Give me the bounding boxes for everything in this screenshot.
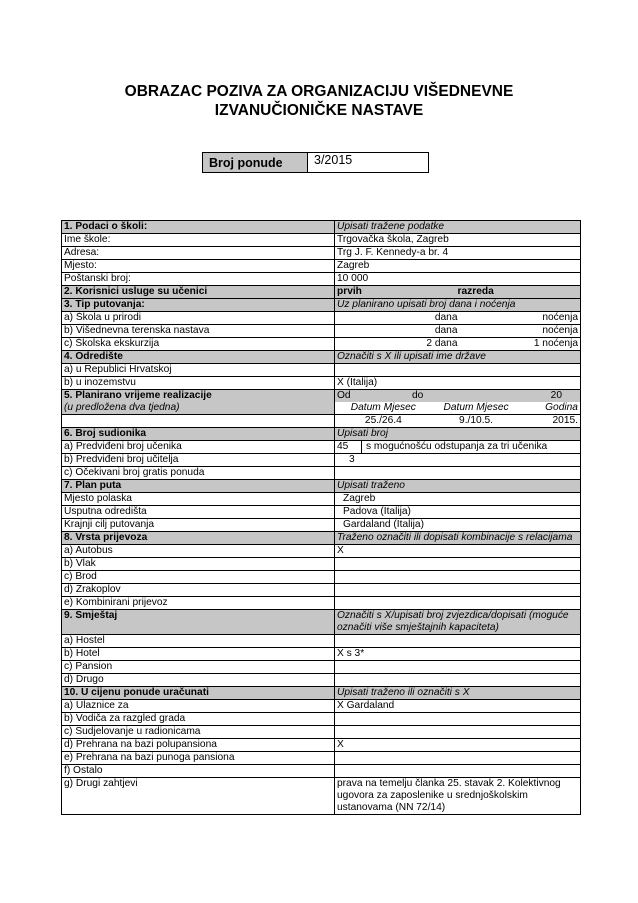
field-value bbox=[335, 674, 581, 687]
section-participants bbox=[62, 428, 581, 441]
days-nights-cell bbox=[335, 338, 581, 351]
from-label: Od bbox=[337, 390, 351, 401]
table-row bbox=[62, 752, 581, 765]
field-label: Usputna odredišta bbox=[62, 506, 335, 519]
section-instruction: Uz planirano upisati broj dana i noćenja bbox=[335, 299, 581, 312]
section-price-includes bbox=[62, 687, 581, 700]
field-value bbox=[335, 571, 581, 584]
field-value bbox=[335, 584, 581, 597]
section-label: 4. Odredište bbox=[62, 351, 335, 364]
section-instruction: Upisati traženo bbox=[335, 480, 581, 493]
abroad-value: X (Italija) bbox=[335, 377, 581, 390]
field-value bbox=[335, 467, 581, 480]
field-label: Ime škole: bbox=[62, 234, 335, 247]
section-instruction: Upisati broj bbox=[335, 428, 581, 441]
table-row bbox=[62, 558, 581, 571]
field-value bbox=[335, 713, 581, 726]
table-row bbox=[62, 765, 581, 778]
table-row bbox=[62, 467, 581, 480]
field-label: c) Pansion bbox=[62, 661, 335, 674]
field-value bbox=[335, 765, 581, 778]
field-label: d) Drugo bbox=[62, 674, 335, 687]
students-note: s mogućnošću odstupanja za tri učenika bbox=[366, 441, 548, 452]
section-label: 8. Vrsta prijevoza bbox=[62, 532, 335, 545]
section-trip-type bbox=[62, 299, 581, 312]
field-label: d) Prehrana na bazi polupansiona bbox=[62, 739, 335, 752]
year-value: 2015. bbox=[552, 415, 578, 426]
from-date-value: 25./26.4 bbox=[364, 415, 402, 426]
schedule-header-cell bbox=[335, 390, 581, 415]
table-row bbox=[62, 584, 581, 597]
table-row bbox=[62, 700, 581, 713]
table-row bbox=[62, 441, 581, 454]
section-label bbox=[62, 390, 335, 415]
table-row bbox=[62, 648, 581, 661]
table-row bbox=[62, 364, 581, 377]
field-label: c) Školska ekskurzija bbox=[62, 338, 335, 351]
schedule-values-cell bbox=[335, 415, 581, 428]
field-label: Poštanski broj: bbox=[62, 273, 335, 286]
table-row bbox=[62, 273, 581, 286]
days-nights-cell bbox=[335, 312, 581, 325]
waypoint-value: Padova (Italija) bbox=[335, 506, 581, 519]
table-row bbox=[62, 247, 581, 260]
teachers-count: 3 bbox=[335, 454, 581, 467]
students-count: 45 bbox=[337, 441, 362, 453]
bus-value: X bbox=[335, 545, 581, 558]
field-value bbox=[335, 364, 581, 377]
section-accommodation bbox=[62, 610, 581, 635]
table-row bbox=[62, 234, 581, 247]
table-row bbox=[62, 571, 581, 584]
schedule-values-row bbox=[62, 415, 581, 428]
title-line-1: OBRAZAC POZIVA ZA ORGANIZACIJU VIŠEDNEVNE bbox=[124, 83, 514, 100]
field-label: a) Ulaznice za bbox=[62, 700, 335, 713]
section-instruction: Označiti s X/upisati broj zvjezdica/dopisati (moguće označiti više smještajnih kapaciteta) bbox=[335, 610, 581, 635]
field-label: Krajnji cilj putovanja bbox=[62, 519, 335, 532]
title-line-2: IZVANUČIONIČKE NASTAVE bbox=[214, 102, 424, 119]
field-label: b) Vodiča za razgled grada bbox=[62, 713, 335, 726]
field-label: b) Predviđeni broj učitelja bbox=[62, 454, 335, 467]
section-label: 2. Korisnici usluge su učenici bbox=[62, 286, 335, 299]
table-row bbox=[62, 519, 581, 532]
table-row bbox=[62, 545, 581, 558]
field-value bbox=[335, 726, 581, 739]
section-label: 10. U cijenu ponude uračunati bbox=[62, 687, 335, 700]
section-schedule bbox=[62, 390, 581, 415]
offer-number-value: 3/2015 bbox=[308, 153, 429, 173]
section-instruction: Označiti s X ili upisati ime države bbox=[335, 351, 581, 364]
field-label: b) Hotel bbox=[62, 648, 335, 661]
field-label: a) u Republici Hrvatskoj bbox=[62, 364, 335, 377]
field-label: d) Zrakoplov bbox=[62, 584, 335, 597]
section-instruction: Upisati traženo ili označiti s X bbox=[335, 687, 581, 700]
section-label: 9. Smještaj bbox=[62, 610, 335, 635]
table-row bbox=[62, 377, 581, 390]
table-row bbox=[62, 506, 581, 519]
section-label: 7. Plan puta bbox=[62, 480, 335, 493]
table-row bbox=[62, 338, 581, 351]
days-nights-cell bbox=[335, 325, 581, 338]
year-label: Godina bbox=[545, 402, 578, 413]
postal-code-value: 10 000 bbox=[335, 273, 581, 286]
tickets-value: X Gardaland bbox=[335, 700, 581, 713]
field-label: a) Škola u prirodi bbox=[62, 312, 335, 325]
date-month-label: Datum Mjesec bbox=[443, 402, 509, 413]
section-destination bbox=[62, 351, 581, 364]
grade-prefix: prvih bbox=[337, 286, 362, 297]
field-label: c) Sudjelovanje u radionicama bbox=[62, 726, 335, 739]
days-value: 2 dana bbox=[426, 338, 458, 349]
field-label: c) Očekivani broj gratis ponuda bbox=[62, 467, 335, 480]
students-cell bbox=[335, 441, 581, 454]
field-label: b) u inozemstvu bbox=[62, 377, 335, 390]
section-school-info bbox=[62, 221, 581, 234]
other-requests-value: prava na temelju članka 25. stavak 2. Kolektivnog ugovora za zaposlenike u srednjoškolskim ustanovama (NN 72/14) bbox=[335, 778, 581, 815]
address-value: Trg J. F. Kennedy-a br. 4 bbox=[335, 247, 581, 260]
table-row bbox=[62, 454, 581, 467]
offer-number-label: Broj ponude bbox=[203, 153, 308, 173]
field-label: b) Višednevna terenska nastava bbox=[62, 325, 335, 338]
table-row bbox=[62, 597, 581, 610]
table-row bbox=[62, 661, 581, 674]
section-users bbox=[62, 286, 581, 299]
year-prefix: 20 bbox=[550, 390, 562, 401]
field-label: Mjesto polaska bbox=[62, 493, 335, 506]
nights-value: 1 noćenja bbox=[533, 338, 578, 349]
section-label: 3. Tip putovanja: bbox=[62, 299, 335, 312]
to-date-value: 9./10.5. bbox=[459, 415, 494, 426]
field-value bbox=[335, 597, 581, 610]
days-value: dana bbox=[434, 325, 458, 336]
field-label: b) Vlak bbox=[62, 558, 335, 571]
offer-number-box bbox=[202, 152, 429, 173]
field-label: e) Prehrana na bazi punoga pansiona bbox=[62, 752, 335, 765]
to-label: do bbox=[412, 390, 424, 401]
field-label: g) Drugi zahtjevi bbox=[62, 778, 335, 815]
field-label: e) Kombinirani prijevoz bbox=[62, 597, 335, 610]
section-instruction: Traženo označiti ili dopisati kombinacije s relacijama bbox=[335, 532, 581, 545]
nights-value: noćenja bbox=[542, 325, 578, 336]
departure-value: Zagreb bbox=[335, 493, 581, 506]
table-row bbox=[62, 674, 581, 687]
city-value: Zagreb bbox=[335, 260, 581, 273]
table-row bbox=[62, 493, 581, 506]
form-table bbox=[61, 220, 581, 815]
document-title bbox=[0, 82, 638, 120]
school-name-value: Trgovačka škola, Zagreb bbox=[335, 234, 581, 247]
table-row bbox=[62, 635, 581, 648]
field-label: f) Ostalo bbox=[62, 765, 335, 778]
section-itinerary bbox=[62, 480, 581, 493]
section-label: 1. Podaci o školi: bbox=[62, 221, 335, 234]
table-row bbox=[62, 312, 581, 325]
half-board-value: X bbox=[335, 739, 581, 752]
section-label: 6. Broj sudionika bbox=[62, 428, 335, 441]
section-transport bbox=[62, 532, 581, 545]
field-label: Adresa: bbox=[62, 247, 335, 260]
field-label: c) Brod bbox=[62, 571, 335, 584]
schedule-title: 5. Planirano vrijeme realizacije bbox=[64, 390, 212, 401]
table-row bbox=[62, 325, 581, 338]
grade-cell bbox=[335, 286, 581, 299]
date-month-label: Datum Mjesec bbox=[350, 402, 416, 413]
schedule-note: (u predložena dva tjedna) bbox=[64, 402, 180, 413]
empty-cell bbox=[62, 415, 335, 428]
hotel-value: X s 3* bbox=[335, 648, 581, 661]
table-row bbox=[62, 713, 581, 726]
field-label: a) Autobus bbox=[62, 545, 335, 558]
table-row bbox=[62, 260, 581, 273]
field-value bbox=[335, 661, 581, 674]
section-instruction: Upisati tražene podatke bbox=[335, 221, 581, 234]
field-label: Mjesto: bbox=[62, 260, 335, 273]
field-value bbox=[335, 752, 581, 765]
days-value: dana bbox=[434, 312, 458, 323]
grade-suffix: razreda bbox=[457, 286, 494, 297]
table-row bbox=[62, 739, 581, 752]
field-value bbox=[335, 558, 581, 571]
field-value bbox=[335, 635, 581, 648]
field-label: a) Hostel bbox=[62, 635, 335, 648]
table-row bbox=[62, 726, 581, 739]
table-row bbox=[62, 778, 581, 815]
nights-value: noćenja bbox=[542, 312, 578, 323]
field-label: a) Predviđeni broj učenika bbox=[62, 441, 335, 454]
final-destination-value: Gardaland (Italija) bbox=[335, 519, 581, 532]
